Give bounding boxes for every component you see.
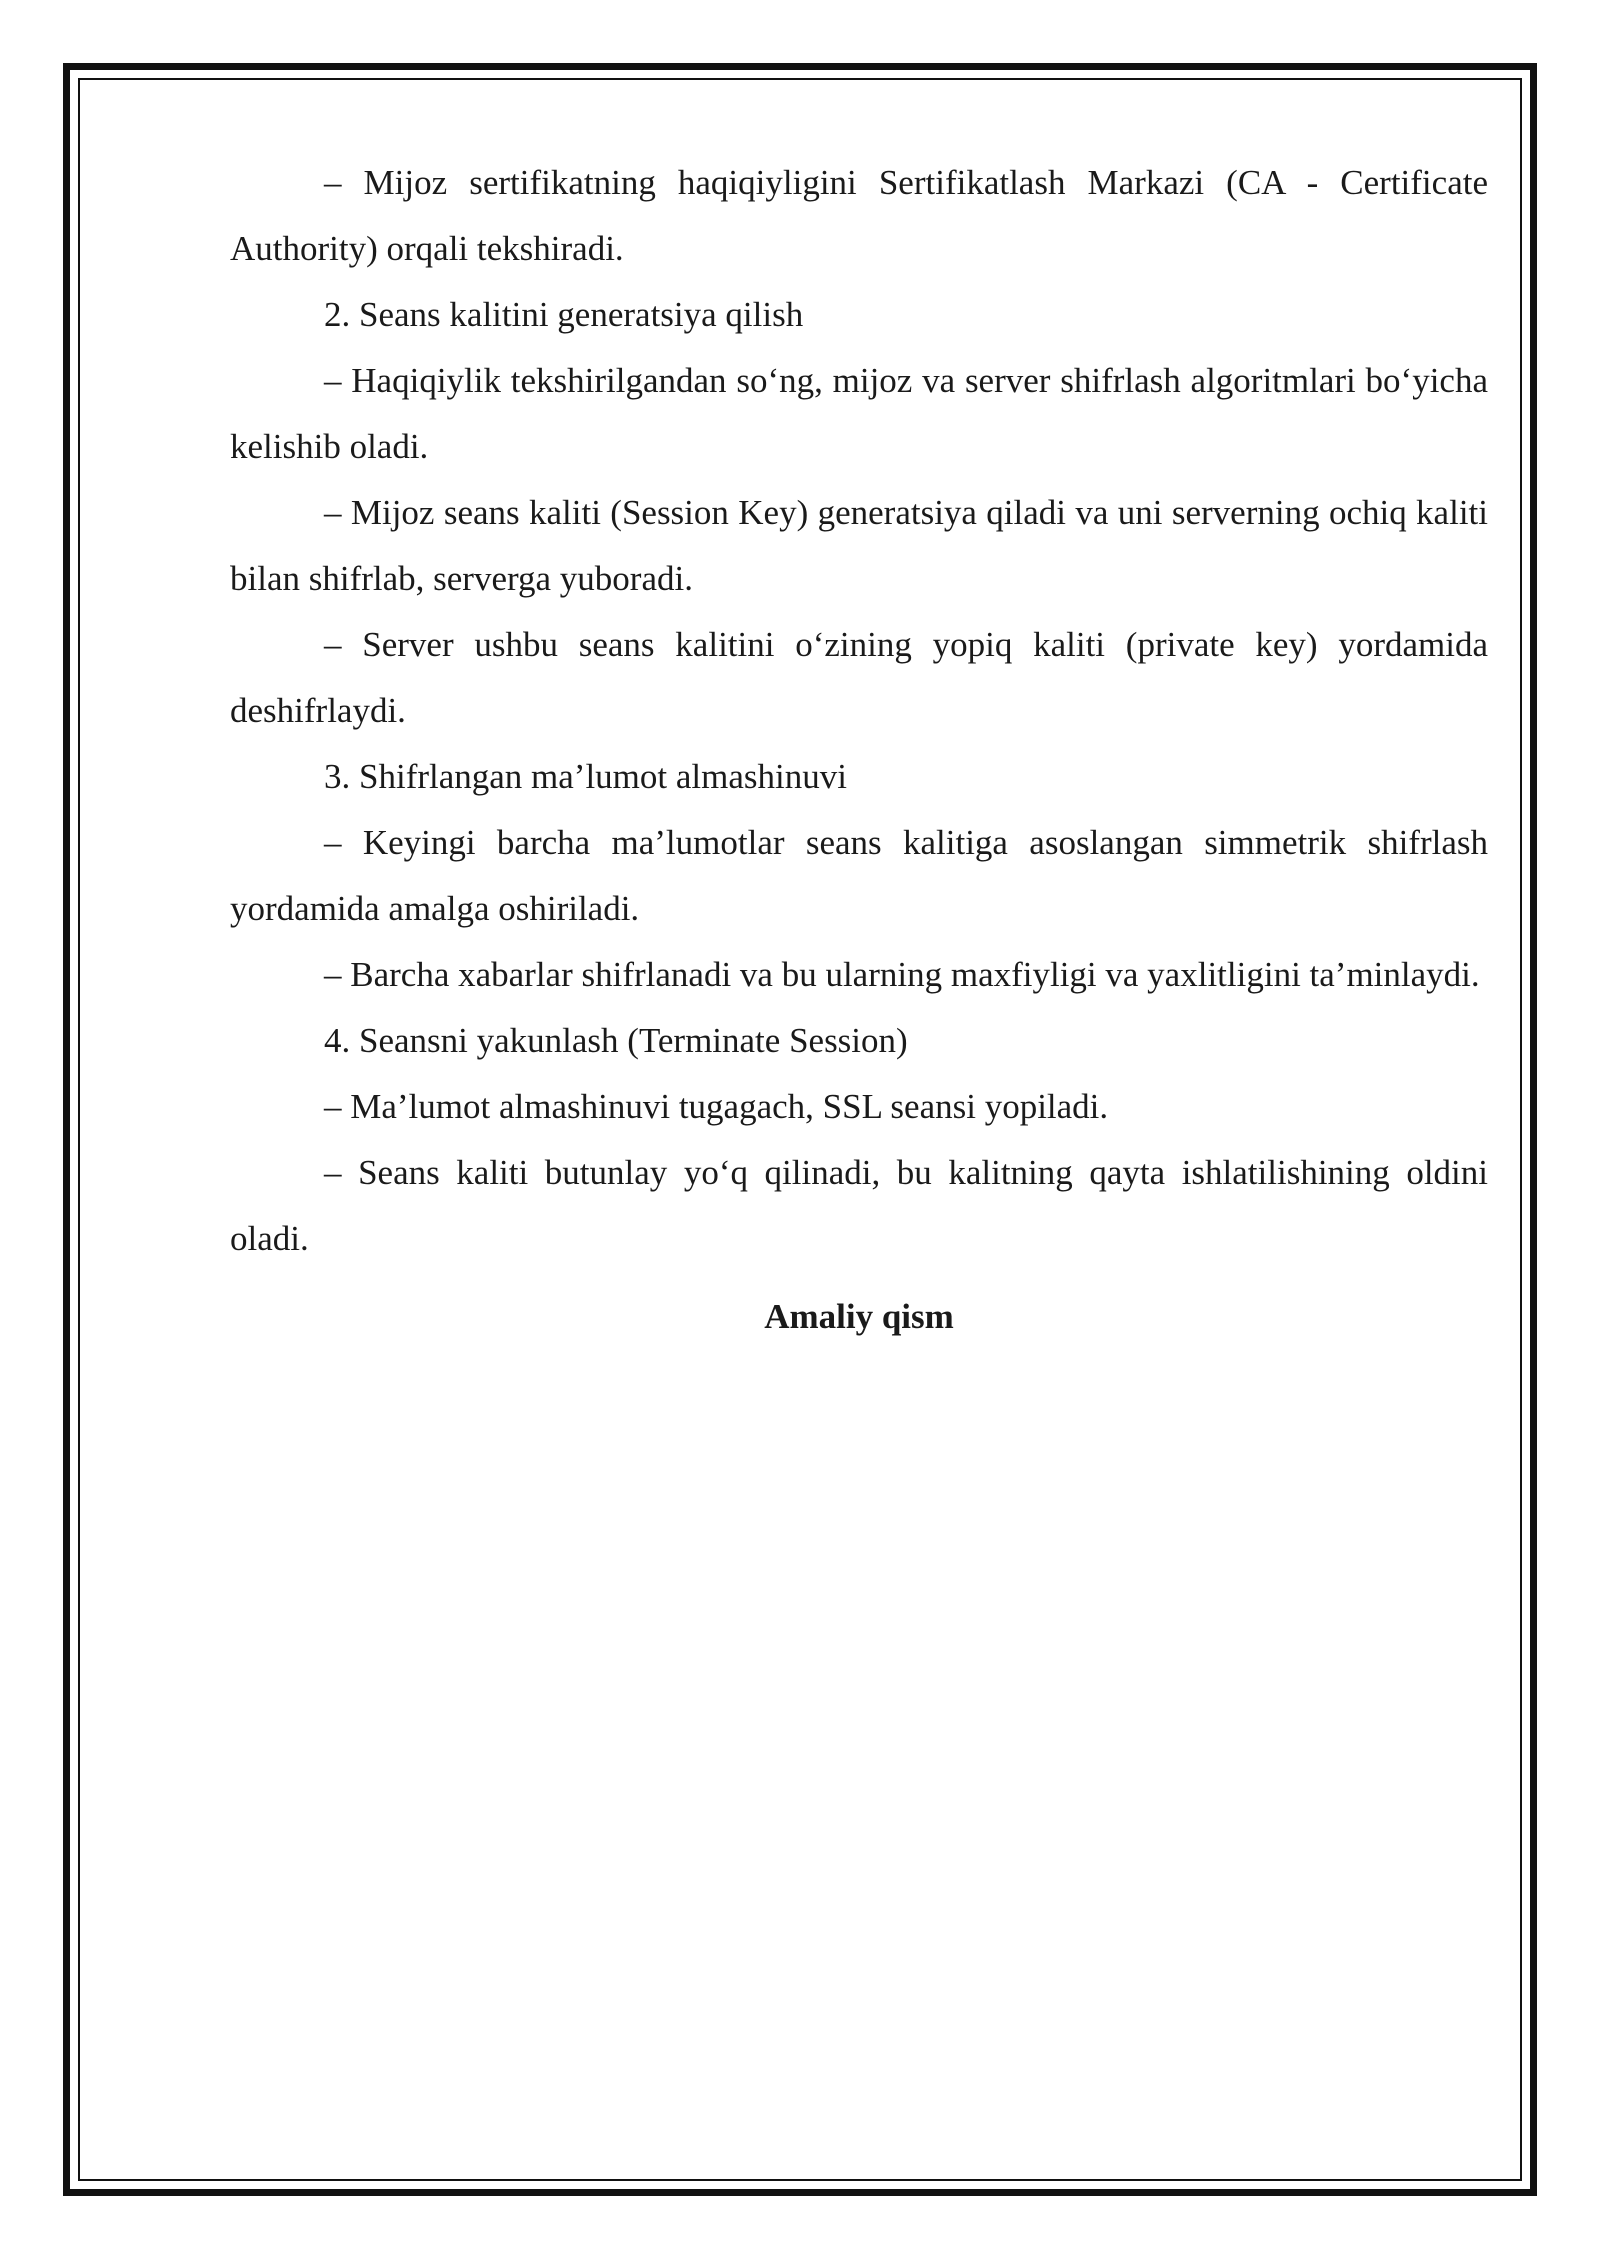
- paragraph-ssl-session-closed: – Ma’lumot almashinuvi tugagach, SSL seansi yopiladi.: [324, 1087, 1109, 1126]
- section-heading: Amaliy qism: [764, 1297, 954, 1336]
- paragraph-symmetric-encryption: – Keyingi barcha ma’lumotlar seans kalitiga asoslangan simmetrik shifrlash yordamida amalga oshiriladi.: [230, 823, 1488, 928]
- paragraph-ca-verification: – Mijoz sertifikatning haqiqiyligini Sertifikatlash Markazi (CA - Certificate Authority) orqali tekshiradi.: [230, 163, 1488, 268]
- step-2-heading: 2. Seans kalitini generatsiya qilish: [324, 295, 804, 334]
- paragraph-server-decryption: – Server ushbu seans kalitini o‘zining yopiq kaliti (private key) yordamida deshifrlaydi.: [230, 625, 1488, 730]
- document-body: [230, 150, 1488, 1350]
- step-4-heading: 4. Seansni yakunlash (Terminate Session): [324, 1021, 908, 1060]
- paragraph-key-destroyed: – Seans kaliti butunlay yo‘q qilinadi, bu kalitning qayta ishlatilishining oldini oladi.: [230, 1153, 1488, 1258]
- paragraph-confidentiality-integrity: – Barcha xabarlar shifrlanadi va bu ularning maxfiyligi va yaxlitligini ta’minlaydi.: [324, 955, 1480, 994]
- paragraph-algorithm-agreement: – Haqiqiylik tekshirilgandan so‘ng, mijoz va server shifrlash algoritmlari bo‘yicha kelishib oladi.: [230, 361, 1488, 466]
- step-3-heading: 3. Shifrlangan ma’lumot almashinuvi: [324, 757, 847, 796]
- paragraph-session-key-generation: – Mijoz seans kaliti (Session Key) generatsiya qiladi va uni serverning ochiq kaliti bilan shifrlab, serverga yuboradi.: [230, 493, 1488, 598]
